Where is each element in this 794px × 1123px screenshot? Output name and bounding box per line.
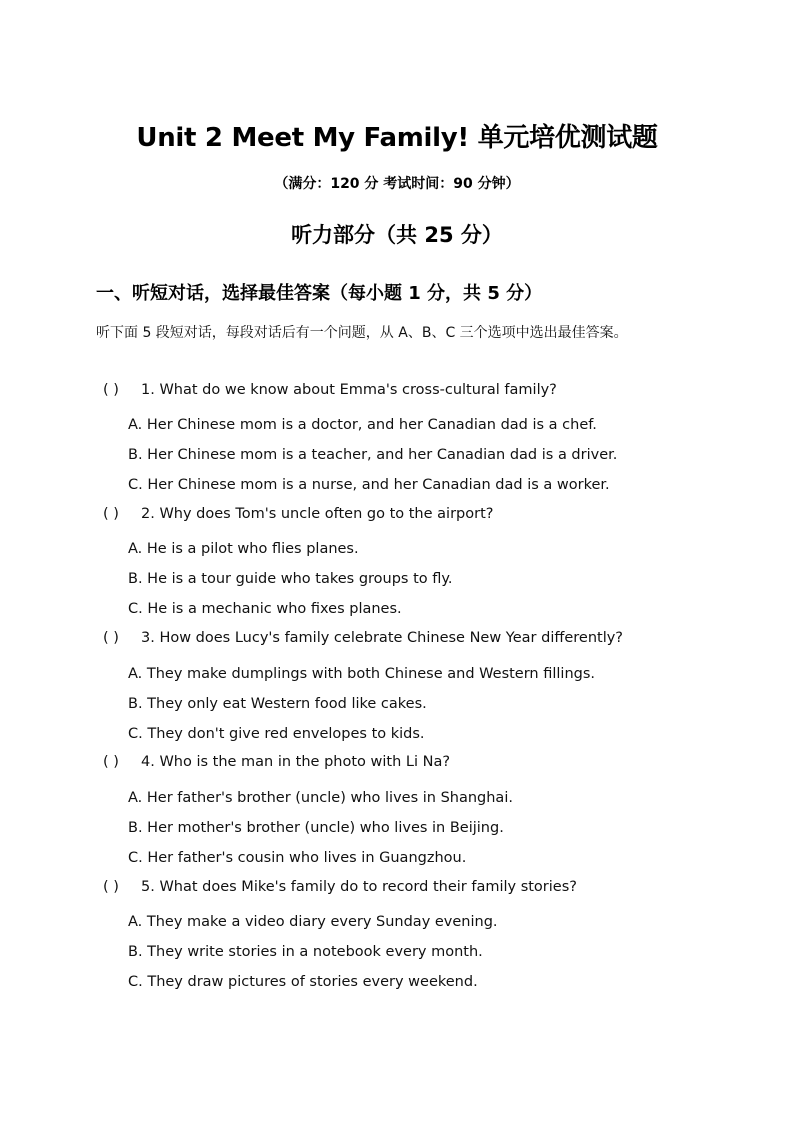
question-text: 4. Who is the man in the photo with Li Na? [141, 754, 451, 770]
option-c: C. Her father's cousin who lives in Guangzhou. [128, 850, 467, 866]
section-heading: 一、听短对话，选择最佳答案（每小题 1 分，共 5 分） [96, 283, 543, 304]
question-2 [103, 506, 493, 522]
option-b: B. They write stories in a notebook every month. [128, 944, 483, 960]
question-text: 2. Why does Tom's uncle often go to the airport? [141, 506, 494, 522]
answer-blank[interactable]: ( ) [103, 754, 119, 770]
option-b: B. Her mother's brother (uncle) who lives in Beijing. [128, 820, 504, 836]
option-c: C. He is a mechanic who fixes planes. [128, 601, 402, 617]
question-text: 3. How does Lucy's family celebrate Chinese New Year differently? [141, 630, 624, 646]
option-c: C. They don't give red envelopes to kids. [128, 726, 425, 742]
option-a: A. Her Chinese mom is a doctor, and her Canadian dad is a chef. [128, 417, 597, 433]
question-4 [103, 754, 450, 770]
option-b: B. He is a tour guide who takes groups to fly. [128, 571, 453, 587]
option-a: A. He is a pilot who flies planes. [128, 541, 359, 557]
part-title: 听力部分（共 25 分） [291, 223, 503, 247]
question-3 [103, 630, 623, 646]
option-a: A. They make a video diary every Sunday evening. [128, 914, 498, 930]
answer-blank[interactable]: ( ) [103, 879, 119, 895]
answer-blank[interactable]: ( ) [103, 382, 119, 398]
question-text: 1. What do we know about Emma's cross-cultural family? [141, 382, 557, 398]
option-c: C. Her Chinese mom is a nurse, and her Canadian dad is a worker. [128, 477, 610, 493]
option-b: B. They only eat Western food like cakes. [128, 696, 427, 712]
option-b: B. Her Chinese mom is a teacher, and her Canadian dad is a driver. [128, 447, 618, 463]
option-a: A. Her father's brother (uncle) who lives in Shanghai. [128, 790, 513, 806]
answer-blank[interactable]: ( ) [103, 630, 119, 646]
section-instruction: 听下面 5 段短对话，每段对话后有一个问题，从 A、B、C 三个选项中选出最佳答案。 [96, 325, 628, 341]
question-1 [103, 382, 557, 398]
option-a: A. They make dumplings with both Chinese and Western fillings. [128, 666, 596, 682]
option-c: C. They draw pictures of stories every weekend. [128, 974, 478, 990]
answer-blank[interactable]: ( ) [103, 506, 119, 522]
exam-info: （满分：120 分 考试时间：90 分钟） [274, 176, 520, 192]
question-text: 5. What does Mike's family do to record their family stories? [141, 879, 577, 895]
question-5 [103, 879, 577, 895]
page-title: Unit 2 Meet My Family! 单元培优测试题 [136, 123, 658, 153]
